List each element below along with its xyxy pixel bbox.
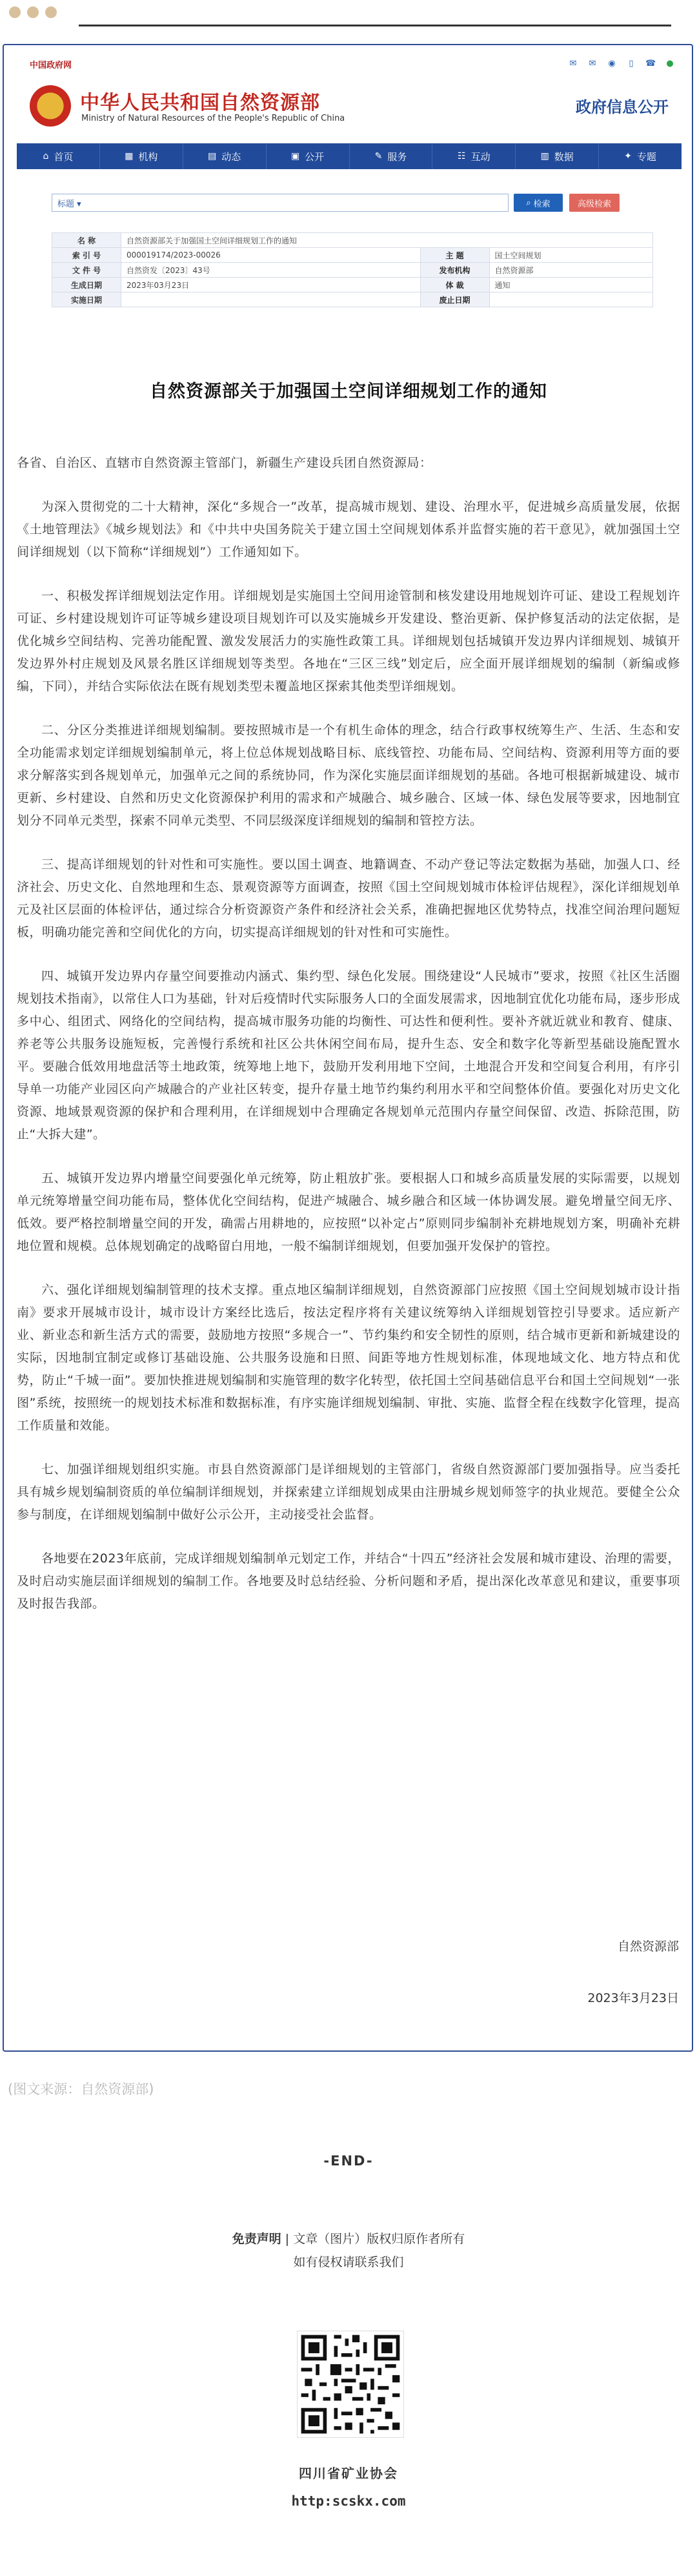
- meta-label: 索 引 号: [52, 248, 121, 263]
- data-icon: ▥: [540, 151, 549, 161]
- document-body: [17, 452, 680, 1637]
- search-button[interactable]: [514, 194, 563, 212]
- signature: 自然资源部: [617, 1939, 679, 1954]
- organization-name: 四川省矿业协会: [299, 2466, 398, 2481]
- paragraph: 七、加强详细规划组织实施。市县自然资源部门是详细规划的主管部门，省级自然资源部门要加强指导。应当委托具有城乡规划编制资质的单位编制详细规划，并探索建立详细规划成果由注册城乡规划师签字的执业规范。要健全公众参与制度，在详细规划编制中做好公示公开，主动接受社会监督。: [17, 1462, 680, 1522]
- nav-item-home[interactable]: [17, 143, 100, 169]
- disclaimer-line-1: [0, 2227, 697, 2251]
- nav-item-news[interactable]: [183, 143, 267, 169]
- disclaimer-copyright: | 文章（图片）版权归原作者所有: [285, 2232, 465, 2246]
- nav-item-org[interactable]: [100, 143, 183, 169]
- salutation: 各省、自治区、直辖市自然资源主管部门，新疆生产建设兵团自然资源局：: [17, 456, 432, 470]
- paragraph: 六、强化详细规划编制管理的技术支撑。重点地区编制详细规划，自然资源部门应按照《国土空间规划城市设计指南》要求开展城市设计，城市设计方案经比选后，按法定程序将有关建议统筹纳入详细规划管控引导要求。适应新产业、新业态和新生活方式的需要，鼓励地方按照“多规合一”、节约集约和安全韧性的原则，结合城市更新和新城建设的实际，因地制宜制定或修订基础设施、公共服务设施和日照、间距等地方性规划标准，体现地域文化、地方特点和优势，防止“千城一面”。要加快推进规划编制和实施管理的数字化转型，依托国土空间基础信息平台和国土空间规划“一张图”系统，按照统一的规划技术标准和数据标准，有序实施详细规划编制、审批、实施、监督全程在线数字化管理，提高工作质量和效能。: [17, 1283, 680, 1433]
- paragraph: 各地要在2023年底前，完成详细规划编制单元划定工作，并结合“十四五”经济社会发展和城市建设、治理的需要，及时启动实施层面详细规划的编制工作。各地要及时总结经验、分析问题和矛盾，提出深化改革意见和建议，重要事项及时报告我部。: [17, 1551, 680, 1611]
- meta-label: 文 件 号: [52, 263, 121, 278]
- nav-label: 动态: [221, 150, 241, 163]
- site-header: [30, 83, 675, 132]
- ministry-name: 中华人民共和国自然资源部: [80, 92, 320, 114]
- ministry-name-en: Ministry of Natural Resources of the People's Republic of China: [81, 114, 345, 123]
- paragraph: 五、城镇开发边界内增量空间要强化单元统筹，防止粗放扩张。要根据人口和城乡高质量发展的实际需要，以规划单元统筹增量空间功能布局，整体优化空间结构，促进产城融合、城乡融合和区域一体协调发展。避免增量空间无序、低效。要严格控制增量空间的开发，确需占用耕地的，应按照“以补定占”原则同步编制补充耕地规划方案，明确补充耕地位置和规模。总体规划确定的战略留白用地，一般不编制详细规划，但要加强开发保护的管控。: [17, 1171, 680, 1253]
- meta-label: 废止日期: [420, 292, 489, 307]
- mail-icon[interactable]: ✉: [589, 59, 596, 68]
- paragraph: 三、提高详细规划的针对性和可实施性。要以国土调查、地籍调查、不动产登记等法定数据为基础，加强人口、经济社会、历史文化、自然地理和生态、景观资源等方面调查，按照《国土空间规划城市体检评估规程》，深化详细规划单元及社区层面的体检评估，通过综合分析资源资产条件和经济社会关系，准确把握地区优势特点，找准空间治理问题短板，明确功能完善和空间优化的方向，切实提高详细规划的针对性和可实施性。: [17, 857, 680, 939]
- gov-link[interactable]: 中国政府网: [30, 61, 72, 70]
- top-bar: [30, 58, 675, 72]
- phone-icon[interactable]: ☎: [645, 59, 656, 68]
- nav-label: 互动: [470, 150, 490, 163]
- website-link[interactable]: http:scskx.com: [291, 2493, 406, 2509]
- meta-doc-no: 自然资发〔2023〕43号: [121, 263, 421, 278]
- nav-item-interact[interactable]: [432, 143, 516, 169]
- disclaimer-line-2: 如有侵权请联系我们: [293, 2255, 404, 2269]
- meta-title: 自然资源部关于加强国土空间详细规划工作的通知: [121, 233, 653, 248]
- top-icons: [568, 59, 675, 68]
- nav-label: 服务: [387, 150, 407, 163]
- signature-date: 2023年3月23日: [587, 1991, 679, 2005]
- meta-label: 生成日期: [52, 278, 121, 292]
- title-divider: [79, 25, 671, 26]
- nav-label: 首页: [54, 150, 74, 163]
- meta-topic: 国土空间规划: [489, 248, 652, 263]
- meta-effective: [121, 292, 421, 307]
- nav-label: 机构: [138, 150, 158, 163]
- meta-label: 实施日期: [52, 292, 121, 307]
- qr-code: [297, 2331, 404, 2438]
- topic-icon: ✦: [624, 151, 632, 161]
- service-icon: ✎: [374, 151, 383, 161]
- nav-item-data[interactable]: [516, 143, 599, 169]
- paragraph: 一、积极发挥详细规划法定作用。详细规划是实施国土空间用途管制和核发建设用地规划许可证、建设工程规划许可证、乡村建设规划许可证等城乡建设项目规划许可以及实施城乡开发建设、整治更新、保护修复活动的法定依据，是优化城乡空间结构、完善功能配置、激发发展活力的实施性政策工具。详细规划包括城镇开发边界内详细规划、城镇开发边界外村庄规划及风景名胜区详细规划等类型。各地在“三区三线”划定后，应全面开展详细规划的编制（新编或修编，下同），并结合实际依法在既有规划类型未覆盖地区探索其他类型详细规划。: [17, 589, 680, 693]
- nav-label: 数据: [554, 150, 574, 163]
- document-title: 自然资源部关于加强国土空间详细规划工作的通知: [150, 382, 547, 402]
- mail-icon[interactable]: ✉: [569, 59, 577, 68]
- meta-issuer: 自然资源部: [489, 263, 652, 278]
- home-icon: ⌂: [43, 151, 49, 161]
- nav-item-topic[interactable]: [599, 143, 682, 169]
- nav-item-service[interactable]: [350, 143, 433, 169]
- meta-label: 发布机构: [420, 263, 489, 278]
- meta-label: 名 称: [52, 233, 121, 248]
- meta-type: 通知: [489, 278, 652, 292]
- document-meta-table: [52, 232, 653, 307]
- window-dot[interactable]: [45, 6, 57, 18]
- meta-label: 体 裁: [420, 278, 489, 292]
- gov-info-open-title: 政府信息公开: [576, 98, 669, 116]
- org-icon: ▦: [125, 151, 134, 161]
- weibo-icon[interactable]: ◉: [608, 59, 616, 68]
- search-row: [52, 194, 611, 212]
- nav-label: 公开: [305, 150, 325, 163]
- source-note: (图文来源：自然资源部): [8, 2081, 154, 2097]
- search-button-label: 检索: [533, 199, 551, 209]
- advanced-search-button[interactable]: 高级检索: [569, 194, 620, 212]
- paragraph: 为深入贯彻党的二十大精神，深化“多规合一”改革，提高城市规划、建设、治理水平，促进城乡高质量发展，依据《土地管理法》《城乡规划法》和《中共中央国务院关于建立国土空间规划体系并监督实施的若干意见》，就加强国土空间详细规划（以下简称“详细规划”）工作通知如下。: [17, 500, 680, 559]
- window-chrome: [0, 0, 697, 19]
- nav-label: 专题: [636, 150, 656, 163]
- paragraph: 四、城镇开发边界内存量空间要推动内涵式、集约型、绿色化发展。围绕建设“人民城市”要求，按照《社区生活圈规划技术指南》，以常住人口为基础，针对后疫情时代实际服务人口的全面发展需求，因地制宜优化功能布局，逐步形成多中心、组团式、网络化的空间结构，提高城市服务功能的均衡性、可达性和便利性。要补齐就近就业和教育、健康、养老等公共服务设施短板，完善慢行系统和社区公共休闲空间布局，提升生态、安全和数字化等新型基础设施配置水平。要融合低效用地盘活等土地政策，统筹地上地下，鼓励开发利用地下空间，土地混合开发和空间复合利用，有序引导单一功能产业园区向产城融合的产业社区转变，提升存量土地节约集约利用水平和空间整体价值。要强化对历史文化资源、地域景观资源的保护和合理利用，在详细规划中合理确定各规划单元范围内存量空间保留、改造、拆除范围，防止“大拆大建”。: [17, 969, 680, 1141]
- meta-abolish: [489, 292, 652, 307]
- meta-label: 主 题: [420, 248, 489, 263]
- end-marker: -END-: [323, 2153, 374, 2169]
- meta-created: 2023年03月23日: [121, 278, 421, 292]
- disclaimer: [0, 2227, 697, 2274]
- mobile-icon[interactable]: ▯: [629, 59, 634, 68]
- wechat-icon[interactable]: ●: [666, 59, 674, 68]
- news-icon: ▤: [208, 151, 217, 161]
- disclaimer-title: 免责声明: [232, 2232, 281, 2246]
- search-input[interactable]: [52, 194, 509, 212]
- paragraph: 二、分区分类推进详细规划编制。要按照城市是一个有机生命体的理念，结合行政事权统筹生产、生活、生态和安全功能需求划定详细规划编制单元，将上位总体规划战略目标、底线管控、功能布局、空间结构、资源利用等方面的要求分解落实到各规划单元，加强单元之间的系统协同，作为深化实施层面详细规划的基础。各地可根据新城建设、城市更新、乡村建设、自然和历史文化资源保护利用的需求和产城融合、城乡融合、区域一体、绿色发展等要求，因地制宜划分不同单元类型，探索不同单元类型、不同层级深度详细规划的编制和管控方法。: [17, 723, 680, 828]
- meta-index: 000019174/2023-00026: [121, 248, 421, 263]
- open-icon: ▣: [290, 151, 300, 161]
- search-icon: ⌕: [526, 198, 531, 208]
- window-dot[interactable]: [27, 6, 39, 18]
- main-nav: [17, 143, 682, 169]
- nav-item-open[interactable]: [267, 143, 350, 169]
- search-scope-select[interactable]: 标题 ▾: [57, 199, 81, 209]
- national-emblem-icon: [30, 85, 71, 127]
- window-controls: [9, 6, 57, 18]
- interact-icon: ☷: [458, 151, 466, 161]
- window-dot[interactable]: [9, 6, 21, 18]
